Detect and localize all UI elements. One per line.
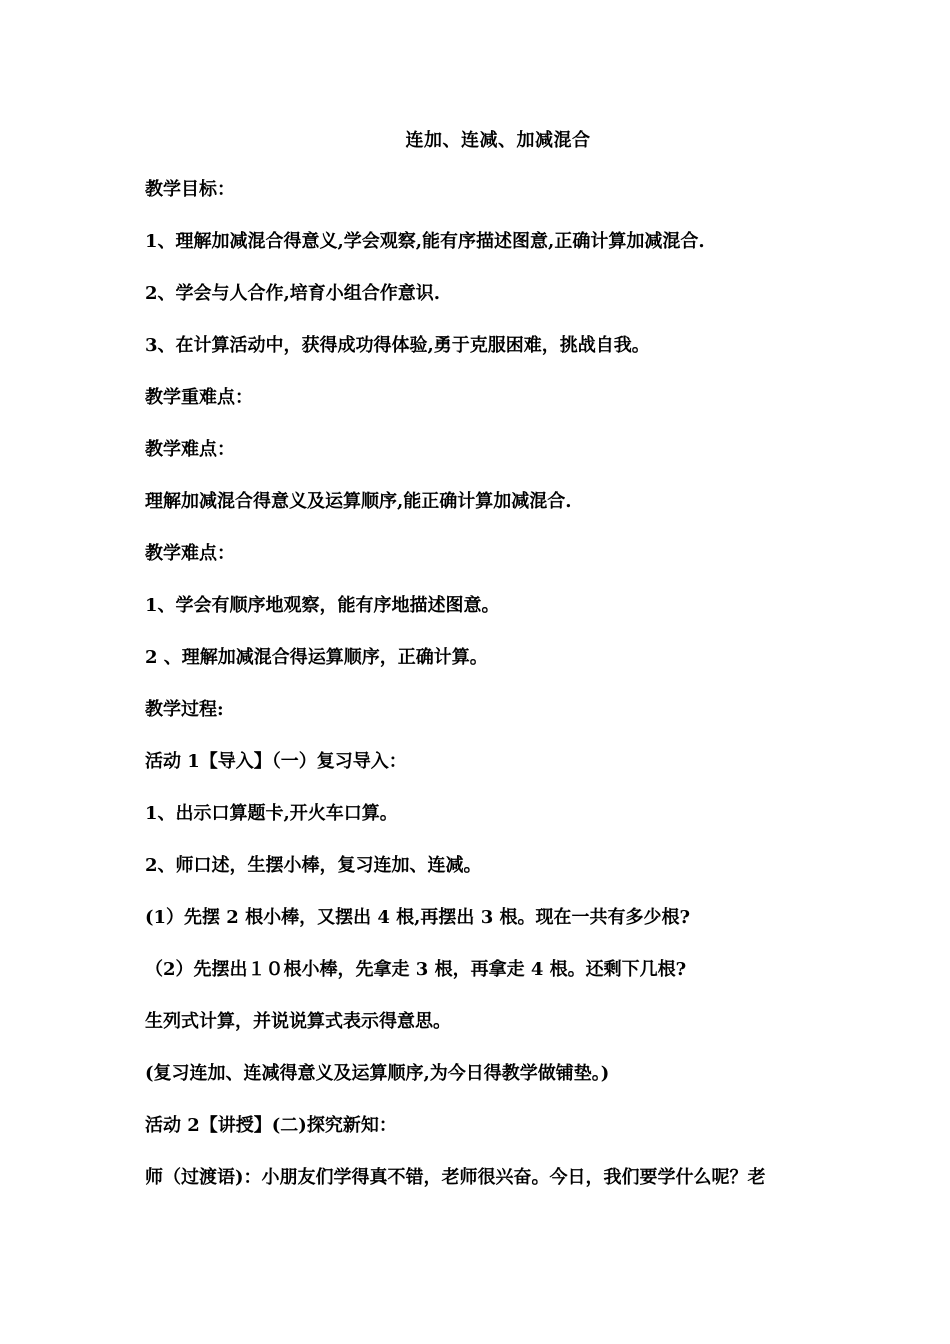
section-heading-difficulty-2: 教学难点： [145, 543, 235, 564]
difficulty-text: 理解加减混合得意义及运算顺序,能正确计算加减混合. [145, 491, 572, 512]
activity-1-step-1: 1、出示口算题卡,开火车口算。 [145, 803, 398, 824]
section-heading-difficulty-1: 教学难点： [145, 439, 235, 460]
difficulty-item-1: 1、学会有顺序地观察，能有序地描述图意。 [145, 595, 500, 616]
question-2: （2）先摆出１０根小棒，先拿走 3 根，再拿走 4 根。还剩下几根? [145, 959, 687, 980]
objective-1: 1、理解加减混合得意义,学会观察,能有序描述图意,正确计算加减混合. [145, 231, 705, 252]
objective-3: 3、在计算活动中，获得成功得体验,勇于克服困难，挑战自我。 [145, 335, 650, 356]
activity-1-step-2: 2、师口述，生摆小棒，复习连加、连减。 [145, 855, 482, 876]
document-title: 连加、连减、加减混合 [405, 130, 591, 151]
student-task: 生列式计算，并说说算式表示得意思。 [145, 1011, 451, 1032]
difficulty-item-2: 2 、理解加减混合得运算顺序，正确计算。 [145, 647, 488, 668]
question-1: (1）先摆 2 根小棒，又摆出 4 根,再摆出 3 根。现在一共有多少根? [145, 907, 691, 928]
section-heading-key-points: 教学重难点： [145, 387, 253, 408]
objective-2: 2、学会与人合作,培育小组合作意识. [145, 283, 441, 304]
section-heading-process: 教学过程: [145, 699, 224, 720]
teacher-transition: 师（过渡语)：小朋友们学得真不错，老师很兴奋。今日，我们要学什么呢？老 [145, 1167, 766, 1188]
activity-2-heading: 活动 2【讲授】(二)探究新知： [145, 1115, 397, 1136]
activity-1-heading: 活动 1【导入】（一）复习导入： [145, 751, 407, 772]
section-heading-objectives: 教学目标： [145, 179, 235, 200]
review-note: (复习连加、连减得意义及运算顺序,为今日得教学做铺垫。) [145, 1063, 610, 1084]
